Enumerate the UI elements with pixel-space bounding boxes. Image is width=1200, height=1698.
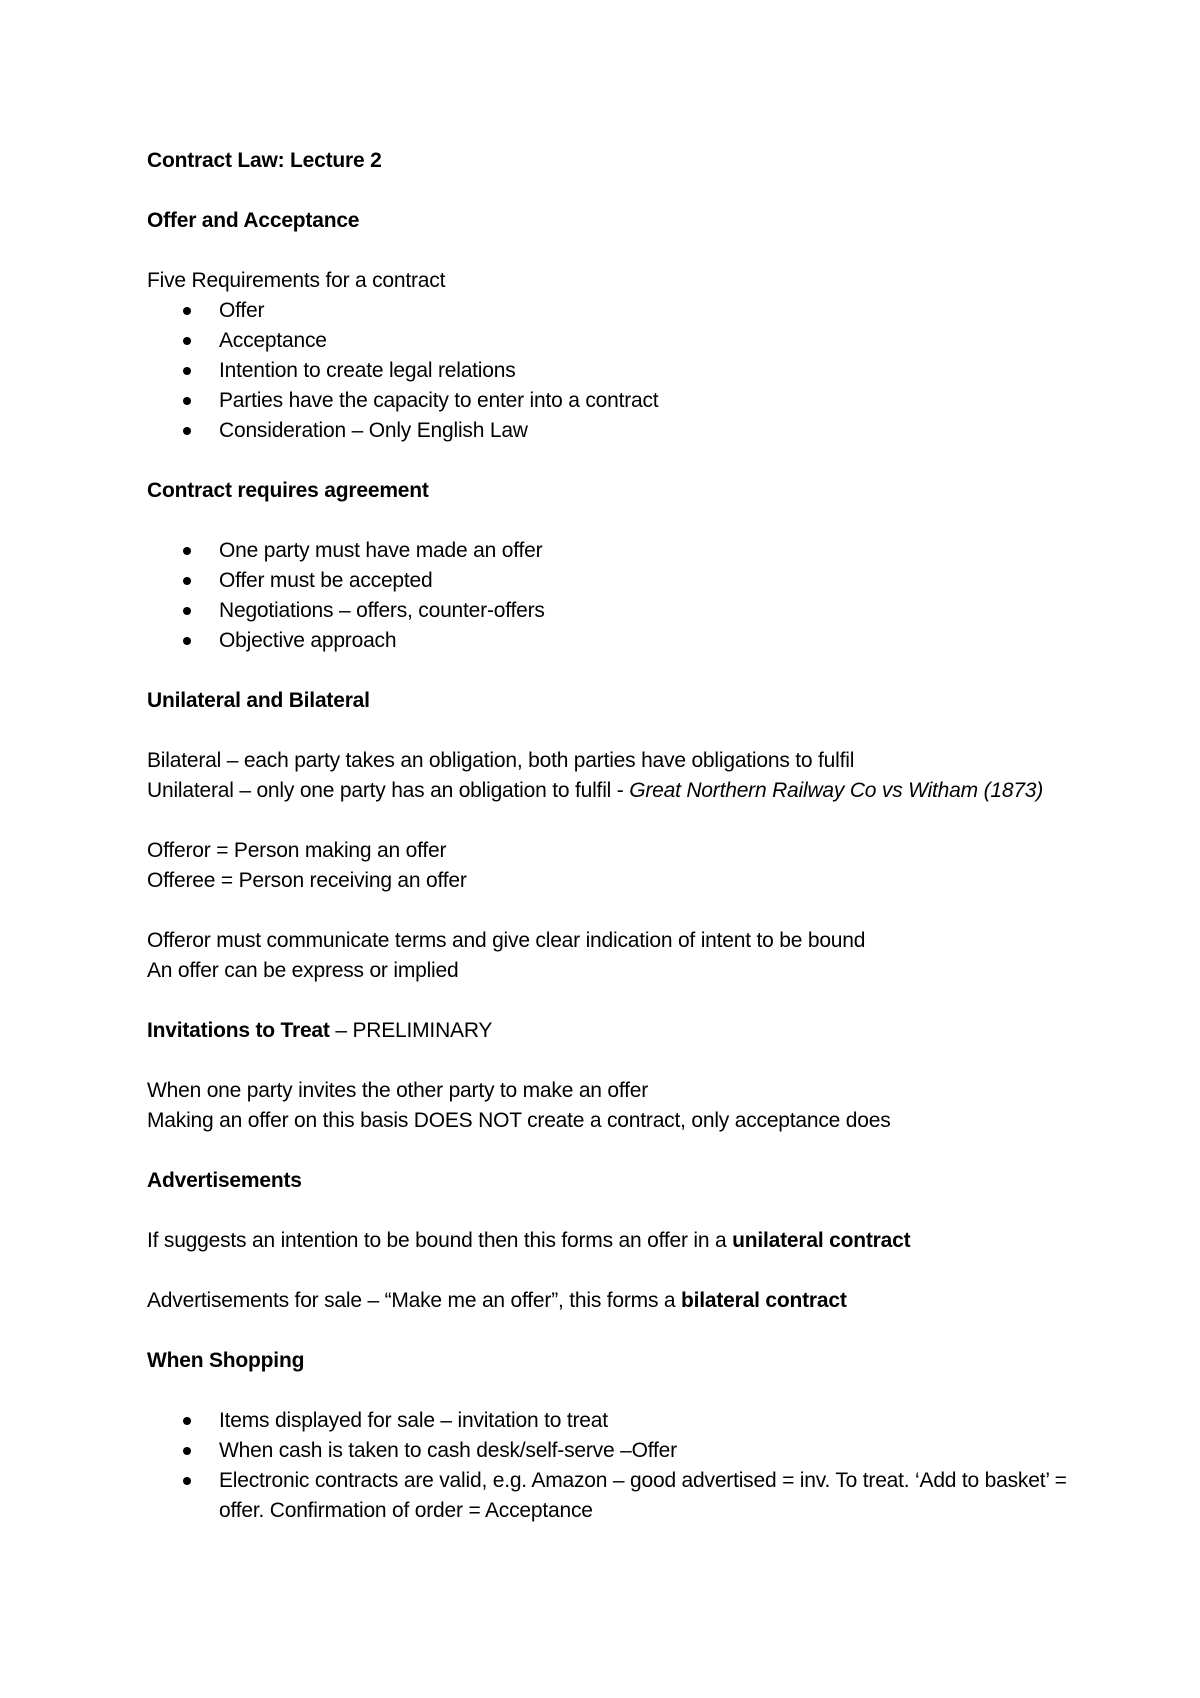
list-item: Items displayed for sale – invitation to treat bbox=[147, 1406, 1087, 1436]
offeree-definition: Offeree = Person receiving an offer bbox=[147, 869, 467, 892]
list-item: Acceptance bbox=[147, 326, 1087, 356]
list-item: Electronic contracts are valid, e.g. Amazon – good advertised = inv. To treat. ‘Add to basket’ = offer. Confirmation of order = Acceptance bbox=[147, 1466, 1087, 1526]
bilateral-definition: Bilateral – each party takes an obligation, both parties have obligations to fulfil bbox=[147, 749, 855, 772]
communicate-terms: Offeror must communicate terms and give clear indication of intent to be bound bbox=[147, 929, 866, 952]
unilateral-definition: Unilateral – only one party has an obligation to fulfil - Great Northern Railway Co vs Witham (1873) bbox=[147, 779, 1044, 802]
requirements-list bbox=[147, 296, 1087, 446]
document-page bbox=[147, 146, 1087, 1526]
list-item: One party must have made an offer bbox=[147, 536, 1087, 566]
bullet-icon bbox=[183, 577, 191, 585]
bullet-icon bbox=[183, 307, 191, 315]
list-item: Intention to create legal relations bbox=[147, 356, 1087, 386]
heading-agreement: Contract requires agreement bbox=[147, 479, 429, 502]
list-item: Offer must be accepted bbox=[147, 566, 1087, 596]
bullet-icon bbox=[183, 1477, 191, 1485]
bullet-icon bbox=[183, 637, 191, 645]
offeror-definition: Offeror = Person making an offer bbox=[147, 839, 447, 862]
advertisements-line-2: Advertisements for sale – “Make me an offer”, this forms a bilateral contract bbox=[147, 1289, 847, 1312]
bullet-icon bbox=[183, 607, 191, 615]
heading-shopping: When Shopping bbox=[147, 1349, 305, 1372]
list-item: When cash is taken to cash desk/self-serve –Offer bbox=[147, 1436, 1087, 1466]
list-item: Parties have the capacity to enter into a contract bbox=[147, 386, 1087, 416]
bullet-icon bbox=[183, 367, 191, 375]
bullet-icon bbox=[183, 427, 191, 435]
list-item: Negotiations – offers, counter-offers bbox=[147, 596, 1087, 626]
bullet-icon bbox=[183, 397, 191, 405]
express-implied: An offer can be express or implied bbox=[147, 959, 459, 982]
invitations-line-1: When one party invites the other party to make an offer bbox=[147, 1079, 649, 1102]
list-item: Objective approach bbox=[147, 626, 1087, 656]
shopping-list bbox=[147, 1406, 1087, 1526]
advertisements-line-1: If suggests an intention to be bound then this forms an offer in a unilateral contract bbox=[147, 1229, 911, 1252]
bullet-icon bbox=[183, 337, 191, 345]
bullet-icon bbox=[183, 1447, 191, 1455]
list-item: Consideration – Only English Law bbox=[147, 416, 1087, 446]
heading-invitations: Invitations to Treat – PRELIMINARY bbox=[147, 1019, 493, 1042]
agreement-list bbox=[147, 536, 1087, 656]
case-citation: Great Northern Railway Co vs Witham (1873) bbox=[629, 779, 1044, 802]
heading-advertisements: Advertisements bbox=[147, 1169, 302, 1192]
heading-unilateral-bilateral: Unilateral and Bilateral bbox=[147, 689, 370, 712]
requirements-intro: Five Requirements for a contract bbox=[147, 269, 446, 292]
invitations-line-2: Making an offer on this basis DOES NOT create a contract, only acceptance does bbox=[147, 1109, 891, 1132]
document-title: Contract Law: Lecture 2 bbox=[147, 149, 382, 172]
heading-offer-acceptance: Offer and Acceptance bbox=[147, 209, 360, 232]
list-item: Offer bbox=[147, 296, 1087, 326]
bullet-icon bbox=[183, 547, 191, 555]
bullet-icon bbox=[183, 1417, 191, 1425]
